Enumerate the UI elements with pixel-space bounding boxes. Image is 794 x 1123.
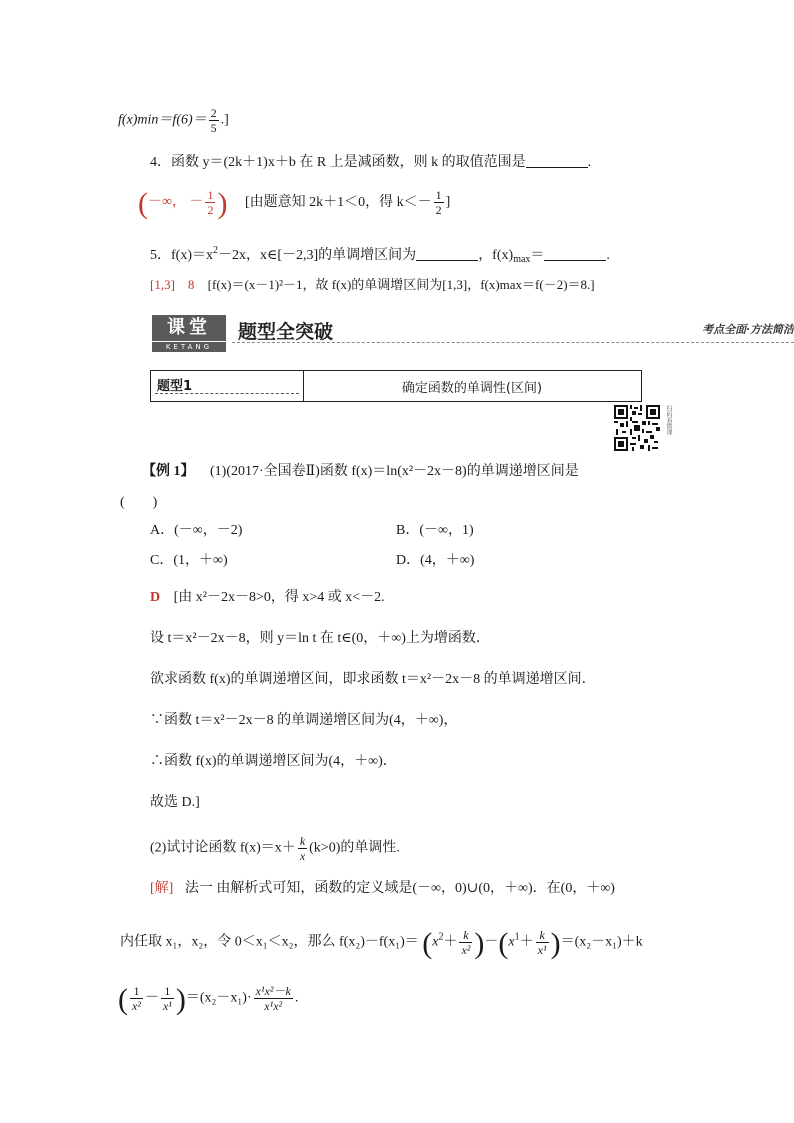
section-banner bbox=[152, 315, 794, 357]
fraction-denominator: x bbox=[299, 849, 306, 863]
explanation-tail: ] bbox=[445, 194, 451, 210]
fraction-numerator: x¹x²－k bbox=[255, 984, 291, 998]
right-paren: ) bbox=[217, 186, 228, 220]
qr-caption: 扫码看微课 bbox=[665, 405, 672, 435]
example-1-solution-line-2: 设 t＝x²－2x－8，则 y＝ln t 在 t∈(0，＋∞)上为增函数． bbox=[150, 631, 490, 646]
fraction-denominator: 2 bbox=[207, 203, 214, 217]
solution-line-3: ( $\frac{1}{\text{x²}}$ － $\frac{1}{\text{x¹}}$ )＝(x₂－x₁)· $\frac{\text{x¹x²－k}}{\text{x¹x²}}$ . bbox=[118, 982, 299, 1016]
question-4: 4．函数 y＝(2k＋1)x＋b 在 R 上是减函数，则 k 的取值范围是 . bbox=[150, 155, 592, 170]
answer-interval-left: －∞， bbox=[148, 194, 186, 210]
answer-blank bbox=[526, 155, 588, 168]
fraction-numerator: 2 bbox=[210, 106, 217, 120]
banner-slogan: 考点全面·方法简洁 bbox=[702, 323, 794, 336]
option-c: C．(1，＋∞) bbox=[150, 553, 228, 568]
solution-line-2-text: 内任取 x₁，x₂，令 0＜x₁＜x₂，那么 f(x₂)－f(x₁)＝ bbox=[120, 934, 419, 950]
type-table bbox=[150, 370, 642, 402]
max-subscript: max bbox=[513, 254, 531, 265]
question-5: 5．$f(x)=x^2-2x$，x∈[－2,3]的单调增区间为 ，$f(x)_{max}=$ . bbox=[150, 245, 610, 265]
prev-answer-tail: .] bbox=[220, 112, 229, 128]
question-5-answer-value: [1,3] 8 bbox=[150, 277, 195, 292]
part-2-fraction bbox=[298, 834, 307, 863]
option-b: B．(－∞，1) bbox=[396, 523, 474, 538]
question-4-text: 4．函数 y＝(2k＋1)x＋b 在 R 上是减函数，则 k 的取值范围是 bbox=[150, 155, 526, 170]
fraction-numerator: 1 bbox=[435, 188, 442, 202]
answer-fraction bbox=[205, 188, 215, 217]
fraction-denominator: 5 bbox=[210, 121, 217, 135]
question-5-text-b: －2x，x∈[－2,3]的单调增区间为 bbox=[218, 248, 417, 263]
answer-blank-1 bbox=[416, 248, 478, 261]
explanation-fraction bbox=[434, 188, 444, 217]
example-1-solution-line-3: 欲求函数 f(x)的单调递增区间，即求函数 t＝x²－2x－8 的单调递增区间． bbox=[150, 672, 596, 687]
prev-answer-line bbox=[118, 106, 229, 135]
question-5-text-c: ，f(x) bbox=[478, 248, 514, 263]
example-1-line bbox=[142, 463, 579, 481]
solution-tag: [解] bbox=[150, 881, 174, 896]
question-5-explanation: [f(x)＝(x－1)²－1，故 f(x)的单调增区间为[1,3]，f(x)max＝f(－2)＝8.] bbox=[207, 277, 595, 292]
example-1-heading: 【例 1】 bbox=[142, 464, 195, 479]
solution-line-3-text: ＝(x₂－x₁)· bbox=[185, 990, 252, 1006]
example-1-paren: ( ) bbox=[120, 495, 158, 510]
qr-code-icon[interactable] bbox=[614, 405, 660, 451]
banner-title: 题型全突破 bbox=[238, 321, 334, 343]
solution-line-2: 内任取 x₁，x₂，令 0＜x₁＜x₂，那么 $f(x_2)-f(x_1)= (x^2+$ $\frac{k}{\text{x²}}$ )$-(x^1+$ $\frac{k}{\text{x¹}}$ )＝(x₂－x₁)＋k bbox=[120, 926, 643, 960]
example-1-solution-line-5: ∴函数 f(x)的单调递增区间为(4，＋∞)． bbox=[150, 754, 397, 769]
example-1-answer: D bbox=[150, 590, 161, 605]
fraction-denominator: 2 bbox=[435, 203, 442, 217]
fraction-numerator: 1 bbox=[207, 188, 214, 202]
question-5-text-d: ＝ bbox=[530, 248, 545, 263]
part-2-text-a: (2)试讨论函数 f(x)＝x＋ bbox=[150, 840, 296, 856]
left-paren: ( bbox=[138, 186, 148, 220]
prev-answer-text: f(x)min＝f(6)＝ bbox=[118, 112, 207, 128]
solution-line-2-tail: ＝(x₂－x₁)＋k bbox=[560, 934, 643, 950]
example-1-solution-line-1 bbox=[150, 589, 385, 607]
solution-line-3-tail: . bbox=[294, 990, 299, 1006]
question-4-explanation: [由题意知 2k＋1＜0，得 k＜－ bbox=[244, 194, 432, 210]
prev-answer-fraction bbox=[209, 106, 219, 135]
banner-divider bbox=[232, 342, 794, 343]
option-a: A．(－∞，－2) bbox=[150, 523, 243, 538]
example-1-text: (1)(2017·全国卷Ⅱ)函数 f(x)＝ln(x²－2x－8)的单调递增区间是 bbox=[210, 464, 579, 479]
fraction-numerator: k bbox=[299, 834, 306, 848]
type-title: 确定函数的单调性(区间) bbox=[401, 381, 543, 396]
question-5-text-a: 5．f(x)＝x bbox=[150, 248, 213, 263]
fraction-denominator: x¹x² bbox=[264, 999, 283, 1013]
option-d: D．(4，＋∞) bbox=[396, 553, 475, 568]
question-4-answer bbox=[138, 188, 450, 218]
part-2-text-b: (k>0)的单调性. bbox=[309, 840, 400, 856]
type-label-divider bbox=[155, 393, 299, 394]
solution-line-3-fraction bbox=[254, 984, 293, 1013]
solution-line-1-text: 法一 由解析式可知，函数的定义域是(－∞，0)∪(0，＋∞)．在(0，＋∞) bbox=[184, 881, 615, 896]
solution-text: [由 x²－2x－8>0，得 x>4 或 x<－2. bbox=[173, 590, 385, 605]
example-1-solution-line-6: 故选 D.] bbox=[150, 795, 200, 810]
banner-tag: 课堂 bbox=[152, 315, 226, 341]
type-label-cell bbox=[151, 371, 304, 401]
answer-blank-2 bbox=[544, 248, 606, 261]
type-label: 题型1 bbox=[157, 379, 193, 394]
solution-line-1 bbox=[150, 880, 615, 898]
answer-neg-sign: － bbox=[189, 194, 204, 210]
example-1-solution-line-4: ∵函数 t＝x²－2x－8 的单调递增区间为(4，＋∞)， bbox=[150, 713, 458, 728]
banner-tag-sub: KETANG bbox=[152, 342, 226, 352]
question-5-answer bbox=[150, 276, 595, 294]
example-1-part-2 bbox=[150, 834, 400, 863]
